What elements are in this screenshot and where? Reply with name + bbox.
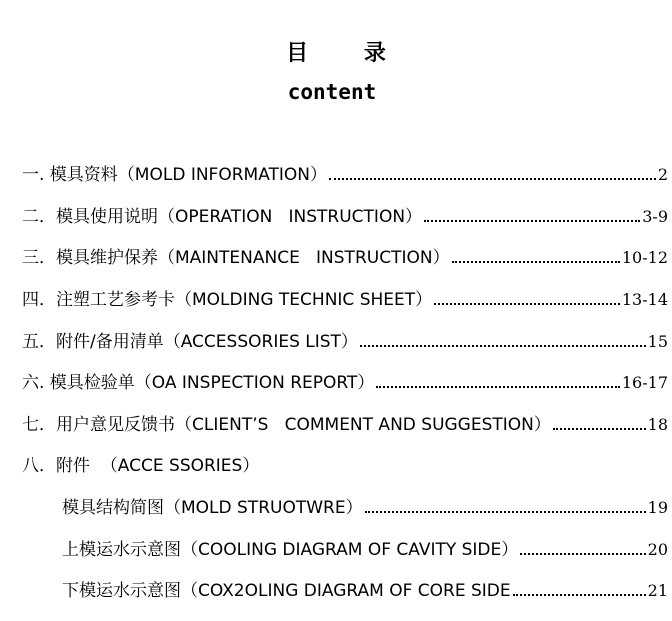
toc-entry-label: 三．模具维护保养（MAINTENANCE INSTRUCTION） (22, 248, 450, 268)
toc-entry-accessories-section (22, 454, 668, 478)
toc-entry-page: 2 (657, 165, 668, 184)
dot-leader (553, 413, 646, 437)
toc-entry-label: 一. 模具资料（MOLD INFORMATION） (22, 165, 327, 185)
toc-subentry-cavity-cooling (62, 538, 668, 562)
toc-entry-label: 六. 模具检验单（OA INSPECTION REPORT） (22, 373, 375, 393)
page-title: 目 录 (286, 40, 410, 66)
toc-entry-label: 二．模具使用说明（OPERATION INSTRUCTION） (22, 207, 423, 227)
dot-leader (376, 371, 620, 395)
toc-entry-client-comment (22, 413, 668, 437)
dot-leader (365, 496, 646, 520)
toc-entry-page: 19 (647, 498, 668, 517)
toc-entry-operation-instruction (22, 205, 668, 229)
dot-leader (424, 205, 640, 229)
toc-entry-label: 下模运水示意图（COX2OLING DIAGRAM OF CORE SIDE (62, 581, 511, 601)
toc-entry-page: 10-12 (621, 248, 668, 267)
dot-leader (513, 579, 646, 603)
toc-entry-label: 四．注塑工艺参考卡（MOLDING TECHNIC SHEET） (22, 290, 433, 310)
toc-entry-label: 七．用户意见反馈书（CLIENT’S COMMENT AND SUGGESTION） (22, 415, 551, 435)
toc-entry-page: 20 (647, 540, 668, 559)
toc-entry-page: 13-14 (621, 290, 668, 309)
toc-entry-page: 15 (647, 332, 668, 351)
dot-leader (520, 538, 645, 562)
toc-entry-mold-information (22, 163, 668, 187)
toc-entry-page: 21 (647, 581, 668, 600)
dot-leader (452, 246, 620, 270)
toc-entry-maintenance-instruction (22, 246, 668, 270)
toc-entry-accessories-list (22, 330, 668, 354)
page-subtitle: content (287, 80, 377, 104)
toc-entry-page: 16-17 (621, 373, 668, 392)
toc-entry-label: 模具结构简图（MOLD STRUOTWRE） (62, 498, 363, 518)
toc-entry-page: 18 (647, 415, 668, 434)
toc-entry-page: 3-9 (642, 207, 668, 226)
toc-entry-label: 上模运水示意图（COOLING DIAGRAM OF CAVITY SIDE） (62, 540, 519, 560)
dot-leader (329, 163, 656, 187)
dot-leader (434, 288, 620, 312)
dot-leader (360, 330, 646, 354)
toc-entry-molding-technic-sheet (22, 288, 668, 312)
toc-entry-label: 五．附件/备用清单（ACCESSORIES LIST） (22, 332, 358, 352)
toc-entry-label: 八．附件 （ACCE SSORIES） (22, 456, 260, 476)
toc-subentry-mold-structure (62, 496, 668, 520)
toc-subentry-core-cooling (62, 579, 668, 603)
toc-entry-inspection-report (22, 371, 668, 395)
